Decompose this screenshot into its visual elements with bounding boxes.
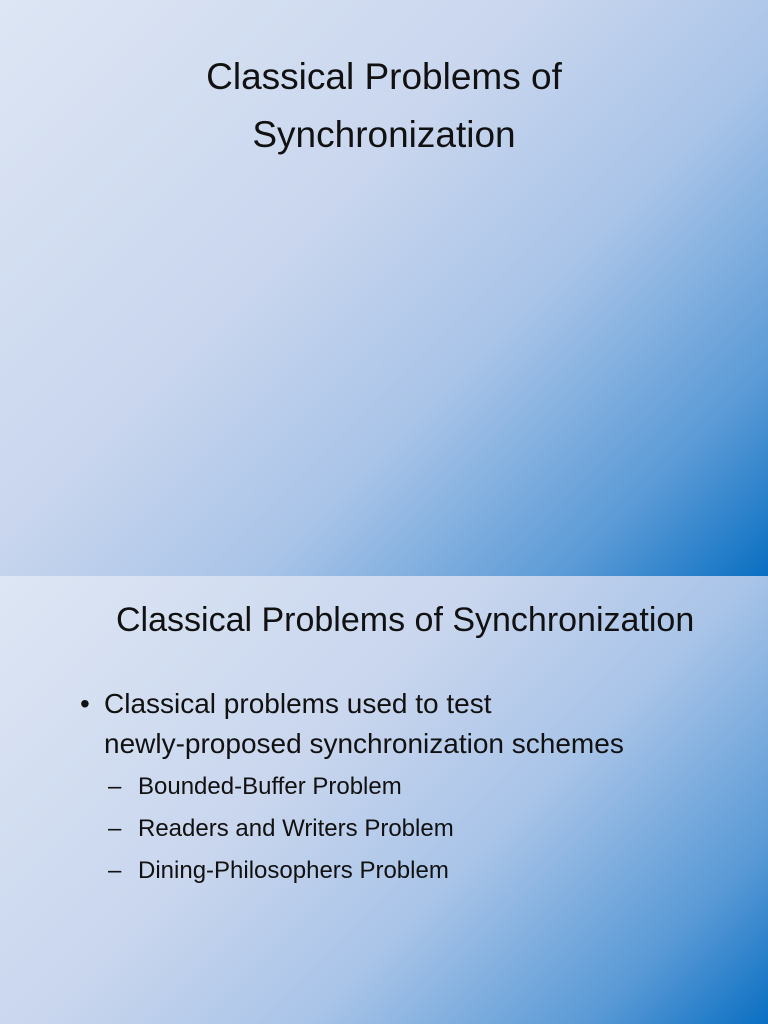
sub-bullet-item	[104, 766, 760, 808]
title-line-1: Classical Problems of	[206, 56, 562, 97]
bullet-list	[80, 684, 760, 892]
sub-bullet-list	[104, 766, 760, 892]
bullet-item	[80, 684, 760, 892]
content-slide-heading: Classical Problems of Synchronization	[116, 601, 695, 639]
sub-bullet-item	[104, 850, 760, 892]
bullet-text-line-1: Classical problems used to test	[104, 688, 492, 719]
title-line-2: Synchronization	[252, 114, 516, 155]
bullet-text-line-2: newly-proposed synchronization schemes	[104, 728, 624, 759]
sub-bullet-text: Bounded-Buffer Problem	[138, 773, 402, 800]
content-slide	[0, 576, 768, 1024]
sub-bullet-text: Readers and Writers Problem	[138, 815, 454, 842]
dash-icon: –	[108, 857, 122, 884]
dash-icon: –	[108, 815, 122, 842]
sub-bullet-text: Dining-Philosophers Problem	[138, 857, 449, 884]
sub-bullet-item	[104, 808, 760, 850]
dash-icon: –	[108, 773, 122, 800]
title-slide-heading	[0, 48, 768, 164]
bullet-dot-icon: •	[80, 688, 90, 719]
